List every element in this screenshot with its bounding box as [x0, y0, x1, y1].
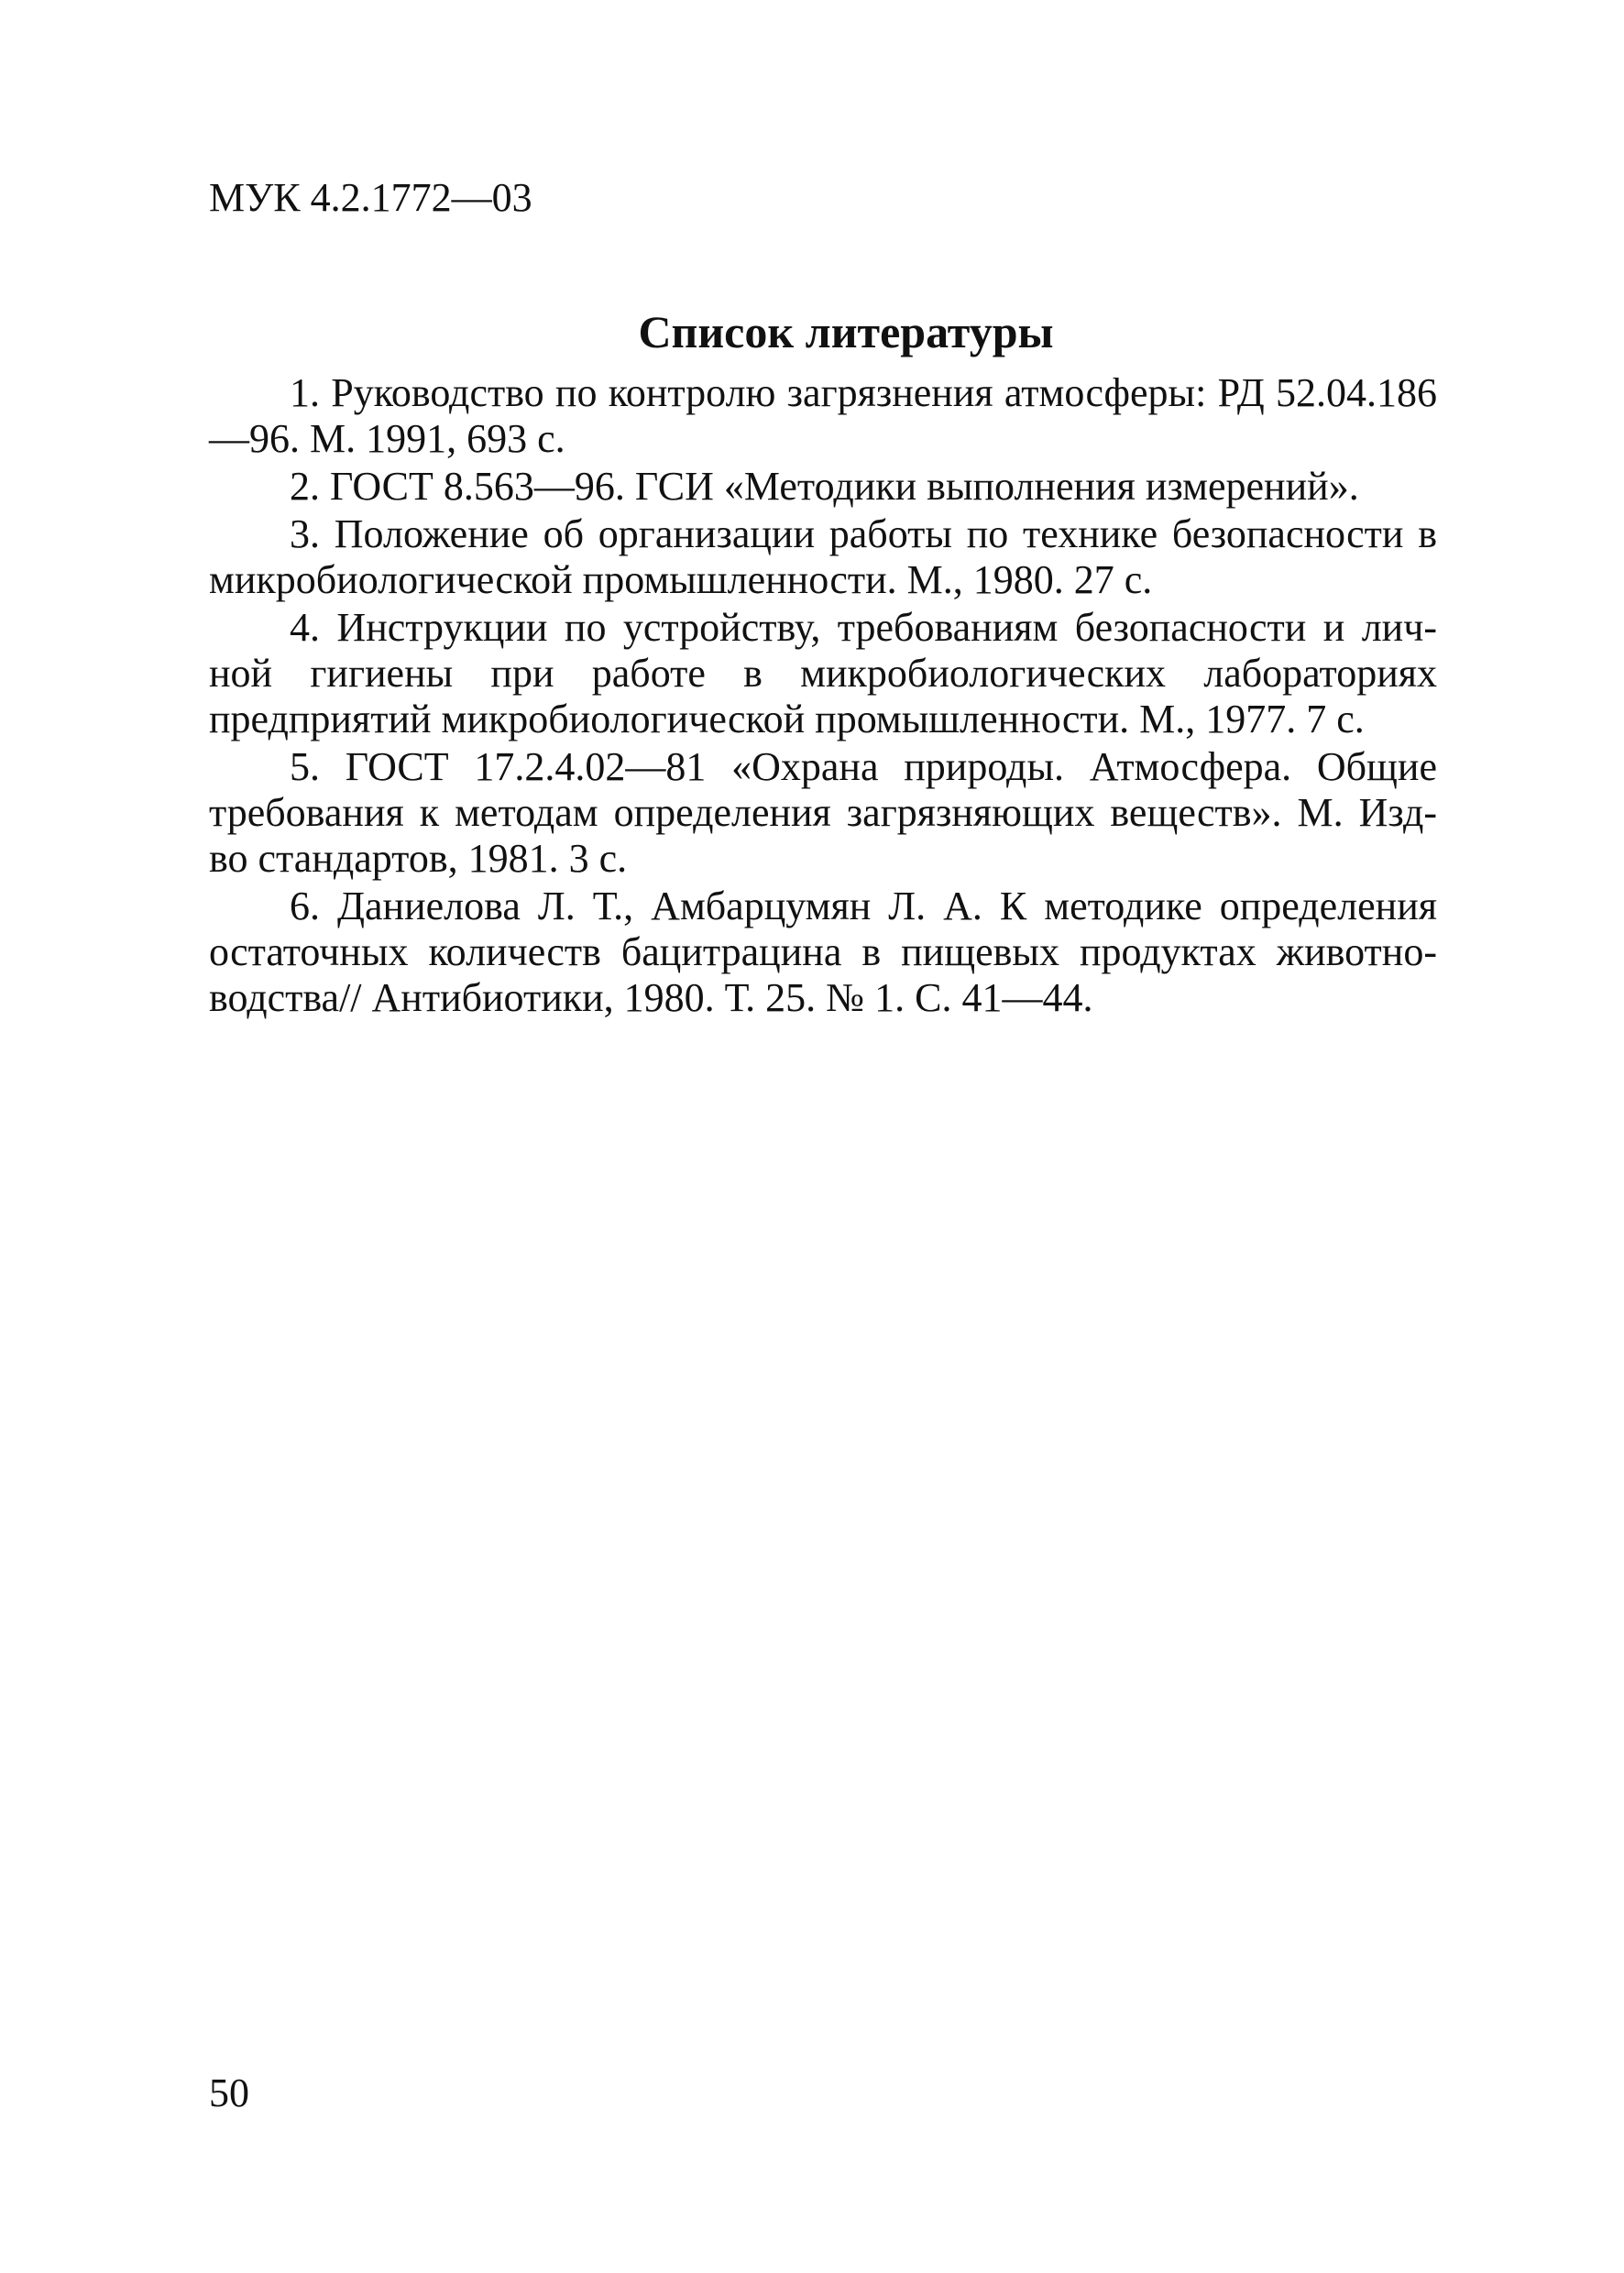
reference-item-3: 3. Положение об организации работы по технике безопасности в микробиологической промышленности. М., 1980. 27 с. [209, 511, 1437, 602]
references-list [209, 370, 1437, 1021]
references-section [209, 302, 1437, 1023]
references-title: Список литературы [638, 306, 1054, 357]
reference-item-6: 6. Даниелова Л. Т., Амбарцумян Л. А. К методике определения остаточных количеств бацитрацина в пищевых продуктах животноводства// Антибиотики, 1980. Т. 25. № 1. С. 41—44. [209, 884, 1437, 1020]
reference-item-5: 5. ГОСТ 17.2.4.02—81 «Охрана природы. Атмосфера. Общие требования к методам определения загрязняющих веществ». М. Изд-во стандартов, 1981. 3 с. [209, 744, 1437, 881]
document-code: МУК 4.2.1772—03 [209, 175, 532, 220]
page-number: 50 [209, 2070, 249, 2115]
reference-item-2: 2. ГОСТ 8.563—96. ГСИ «Методики выполнения измерений». [290, 464, 1359, 509]
reference-item-1: 1. Руководство по контролю загрязнения атмосферы: РД 52.04.186—96. М. 1991, 693 с. [209, 370, 1437, 461]
reference-item-4: 4. Инструкции по устройству, требованиям безопасности и личной гигиены при работе в микробиологических лабораториях предприятий микробиологической промышленности. М., 1977. 7 с. [209, 605, 1437, 741]
